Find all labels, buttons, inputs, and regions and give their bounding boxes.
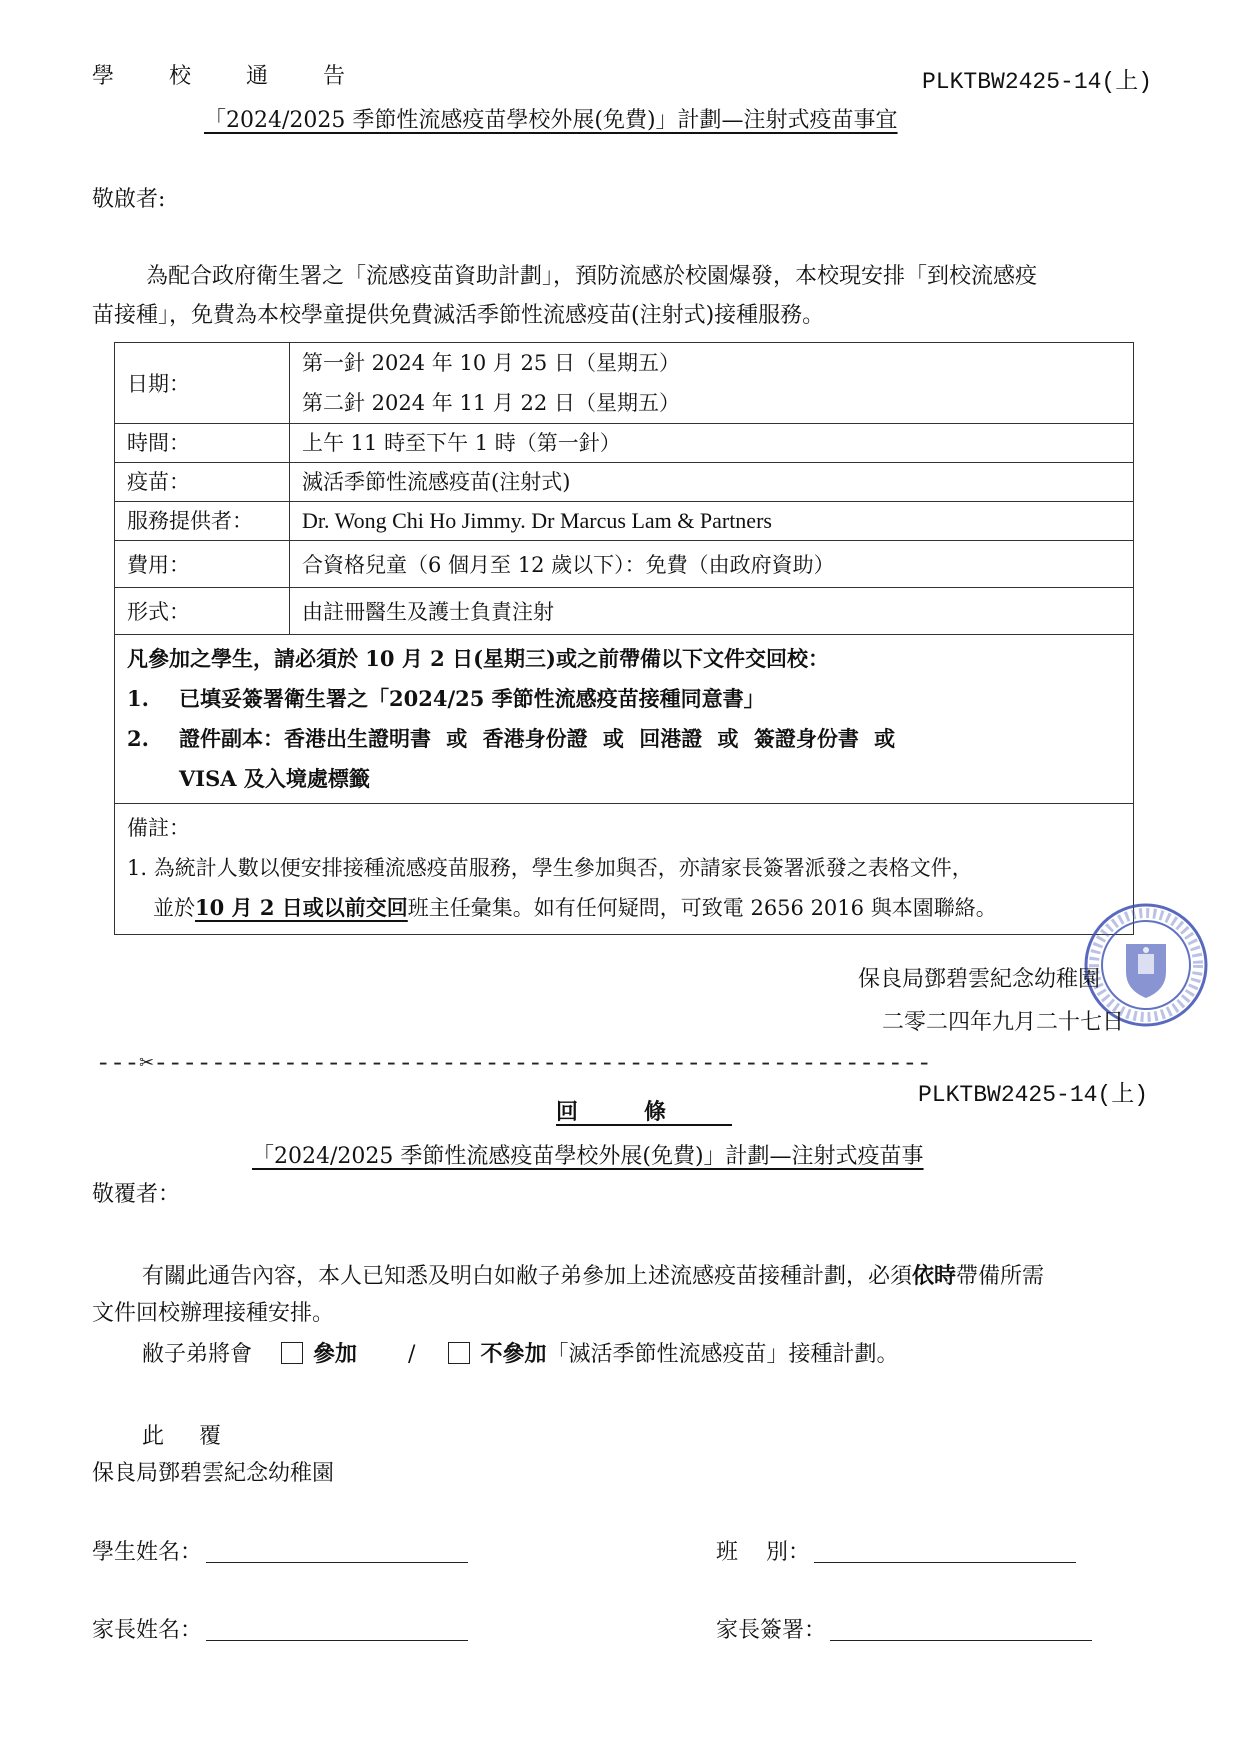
remark-line-2: 並於10 月 2 日或以前交回班主任彙集。如有任何疑問，可致電 2656 2016 與本園聯絡。 bbox=[153, 895, 997, 920]
parent-signature-blank[interactable] bbox=[830, 1616, 1092, 1641]
ref-code: PLKTBW2425-14(上) bbox=[922, 69, 1153, 95]
date-label: 日期： bbox=[115, 343, 290, 424]
vaccine-value: 滅活季節性流感疫苗(注射式) bbox=[290, 463, 1134, 502]
parent-name-field: 家長姓名： bbox=[92, 1616, 468, 1646]
requirement-number: 2. bbox=[127, 726, 149, 751]
provider-label: 服務提供者： bbox=[115, 502, 290, 541]
requirement-number: 1. bbox=[127, 686, 149, 711]
reply-ref-code: PLKTBW2425-14(上) bbox=[918, 1082, 1149, 1108]
return-deadline: 10 月 2 日或以前交回 bbox=[195, 895, 408, 920]
table-row-time bbox=[115, 424, 1134, 463]
vaccine-label: 疫苗： bbox=[115, 463, 290, 502]
signoff-org: 保良局鄧碧雲紀念幼稚園 bbox=[858, 967, 1101, 992]
remarks-label: 備註： bbox=[127, 816, 190, 840]
requirement-item bbox=[127, 719, 1121, 759]
vaccination-info-table bbox=[114, 342, 1134, 935]
class-field: 班 別： bbox=[716, 1538, 1076, 1568]
not-join-label: 不參加 bbox=[480, 1341, 547, 1367]
class-blank[interactable] bbox=[814, 1538, 1076, 1563]
join-checkbox[interactable] bbox=[281, 1342, 303, 1364]
table-row-form bbox=[115, 588, 1134, 635]
fee-value: 合資格兒童（6 個月至 12 歲以下）：免費（由政府資助） bbox=[290, 541, 1134, 588]
parent-name-blank[interactable] bbox=[206, 1616, 468, 1641]
table-row-fee bbox=[115, 541, 1134, 588]
school-notice-label: 學 校 通 告 bbox=[92, 64, 369, 89]
requirement-text: 證件副本：香港出生證明書 或 香港身份證 或 回港證 或 簽證身份書 或 bbox=[179, 726, 896, 751]
date-value-first-dose: 第一針 2024 年 10 月 25 日（星期五） bbox=[302, 351, 680, 375]
table-row-remarks bbox=[115, 804, 1134, 935]
table-row-vaccine bbox=[115, 463, 1134, 502]
time-value: 上午 11 時至下午 1 時（第一針） bbox=[290, 424, 1134, 463]
intro-line-1: 為配合政府衛生署之「流感疫苗資助計劃」，預防流感於校園爆發，本校現安排「到校流感疫 bbox=[146, 264, 1038, 289]
student-name-blank[interactable] bbox=[206, 1538, 468, 1563]
table-row-provider bbox=[115, 502, 1134, 541]
requirement-text-continued: VISA 及入境處標籤 bbox=[179, 766, 370, 791]
provider-value: Dr. Wong Chi Ho Jimmy. Dr Marcus Lam & Partners bbox=[290, 502, 1134, 541]
not-join-checkbox[interactable] bbox=[448, 1342, 470, 1364]
table-row-requirements bbox=[115, 635, 1134, 804]
requirement-heading: 凡參加之學生，請必須於 10 月 2 日(星期三)或之前帶備以下文件交回校： bbox=[127, 646, 829, 671]
participation-choice bbox=[142, 1339, 898, 1370]
choice-suffix: 「滅活季節性流感疫苗」接種計劃。 bbox=[546, 1342, 899, 1367]
reply-heading: 回條 bbox=[556, 1099, 733, 1125]
remark-line-1: 1. 為統計人數以便安排接種流感疫苗服務，學生參加與否，亦請家長簽署派發之表格文件， bbox=[127, 856, 973, 880]
intro-line-2: 苗接種」，免費為本校學童提供免費滅活季節性流感疫苗(注射式)接種服務。 bbox=[92, 303, 825, 328]
signoff-date: 二零二四年九月二十七日 bbox=[882, 1010, 1125, 1035]
reply-addressee: 保良局鄧碧雲紀念幼稚園 bbox=[92, 1461, 335, 1486]
reply-title: 「2024/2025 季節性流感疫苗學校外展(免費)」計劃—注射式疫苗事 bbox=[252, 1144, 924, 1169]
time-label: 時間： bbox=[115, 424, 290, 463]
fee-label: 費用： bbox=[115, 541, 290, 588]
table-row-date bbox=[115, 343, 1134, 424]
notice-title: 「2024/2025 季節性流感疫苗學校外展(免費)」計劃—注射式疫苗事宜 bbox=[204, 108, 898, 133]
reply-salutation: 敬覆者： bbox=[92, 1182, 181, 1207]
choice-prefix: 敝子弟將會 bbox=[142, 1342, 253, 1367]
join-label: 參加 bbox=[313, 1341, 358, 1367]
salutation: 敬啟者: bbox=[92, 187, 166, 212]
parent-signature-field: 家長簽署： bbox=[716, 1616, 1092, 1646]
cut-line: ---✂------------------------------------------------------ bbox=[96, 1051, 932, 1078]
student-name-field: 學生姓名： bbox=[92, 1538, 468, 1568]
requirement-item bbox=[127, 679, 1121, 719]
form-label: 形式： bbox=[115, 588, 290, 635]
reply-para-line-1: 有關此通告內容，本人已知悉及明白如敝子弟參加上述流感疫苗接種計劃，必須依時帶備所需 bbox=[142, 1263, 1045, 1289]
requirement-text: 已填妥簽署衛生署之「2024/25 季節性流感疫苗接種同意書」 bbox=[179, 686, 765, 711]
choice-separator: / bbox=[408, 1342, 416, 1367]
reply-para-line-2: 文件回校辦理接種安排。 bbox=[92, 1301, 335, 1326]
form-value: 由註冊醫生及護士負責注射 bbox=[290, 588, 1134, 635]
closing: 此 覆 bbox=[142, 1424, 235, 1449]
date-value-second-dose: 第二針 2024 年 11 月 22 日（星期五） bbox=[302, 391, 680, 415]
